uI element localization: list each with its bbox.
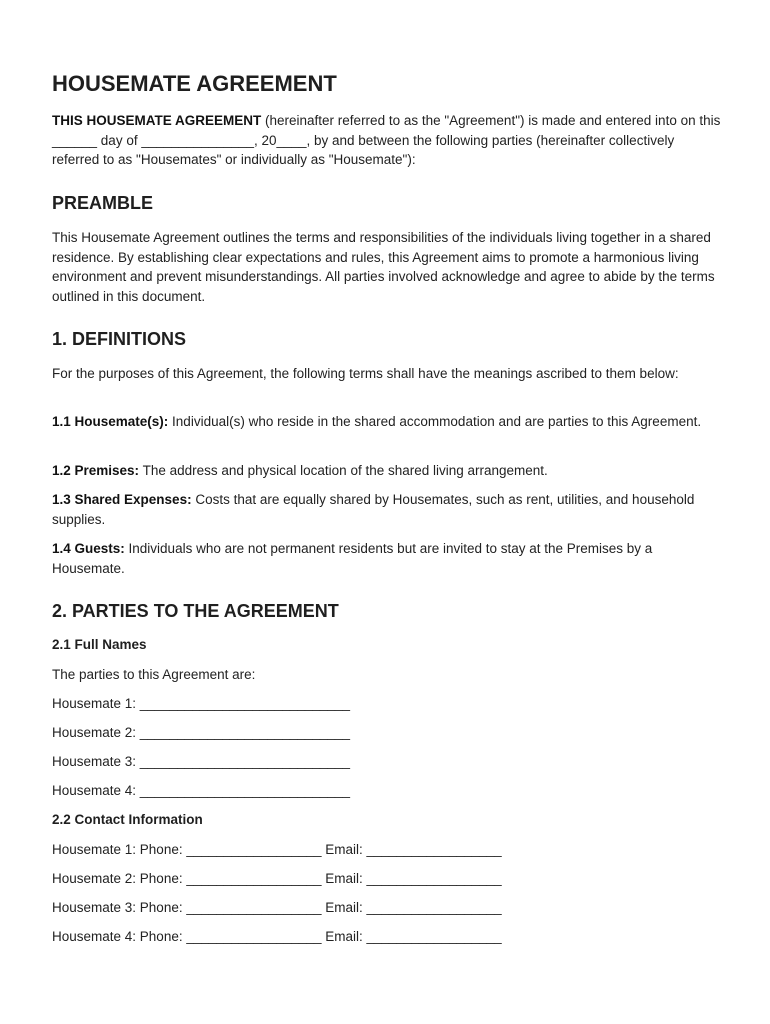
definition-text: Individual(s) who reside in the shared accommodation and are parties to this Agreement. (168, 414, 702, 429)
housemate-name-line: Housemate 2: ____________________________ (52, 725, 351, 740)
definition-term: 1.2 Premises: (52, 463, 140, 478)
housemate-name-line: Housemate 3: ____________________________ (52, 754, 351, 769)
definition-item (52, 461, 722, 481)
contact-line: Housemate 4: Phone: __________________ Email: __________________ (52, 929, 502, 944)
intro-bold-lead: THIS HOUSEMATE AGREEMENT (52, 113, 262, 128)
contact-info-heading: 2.2 Contact Information (52, 812, 203, 827)
housemate-name-line: Housemate 1: ____________________________ (52, 696, 351, 711)
intro-paragraph (52, 111, 722, 170)
definitions-heading: 1. DEFINITIONS (52, 329, 187, 349)
preamble-heading: PREAMBLE (52, 193, 154, 213)
definition-text: Costs that are equally shared by Housemates, such as rent, utilities, and household supplies. (52, 492, 695, 527)
definition-text: The address and physical location of the shared living arrangement. (139, 463, 548, 478)
document-title: HOUSEMATE AGREEMENT (52, 71, 337, 96)
parties-heading: 2. PARTIES TO THE AGREEMENT (52, 601, 339, 621)
definition-item (52, 412, 722, 432)
contact-line: Housemate 3: Phone: __________________ Email: __________________ (52, 900, 502, 915)
housemate-name-line: Housemate 4: ____________________________ (52, 783, 351, 798)
full-names-intro: The parties to this Agreement are: (52, 667, 256, 682)
intro-text: (hereinafter referred to as the "Agreement") is made and entered into on this ______ day of _______________, 20____, by and between the following parties (hereinafter collectively referred to as "Housemates" or individually as "Housemate"): (52, 113, 721, 167)
definition-text: Individuals who are not permanent residents but are invited to stay at the Premises by a Housemate. (52, 541, 653, 576)
definition-term: 1.3 Shared Expenses: (52, 492, 192, 507)
definition-item (52, 490, 722, 529)
definition-term: 1.1 Housemate(s): (52, 414, 169, 429)
definitions-intro: For the purposes of this Agreement, the following terms shall have the meanings ascribed to them below: (52, 366, 679, 381)
definition-item (52, 539, 722, 578)
contact-line: Housemate 1: Phone: __________________ Email: __________________ (52, 842, 502, 857)
contact-line: Housemate 2: Phone: __________________ Email: __________________ (52, 871, 502, 886)
definition-term: 1.4 Guests: (52, 541, 125, 556)
full-names-heading: 2.1 Full Names (52, 637, 147, 652)
preamble-paragraph: This Housemate Agreement outlines the terms and responsibilities of the individuals living together in a shared residence. By establishing clear expectations and rules, this Agreement aims to promote a harmonious living environment and prevent misunderstandings. All parties involved acknowledge and agree to abide by the terms outlined in this document. (52, 230, 715, 304)
